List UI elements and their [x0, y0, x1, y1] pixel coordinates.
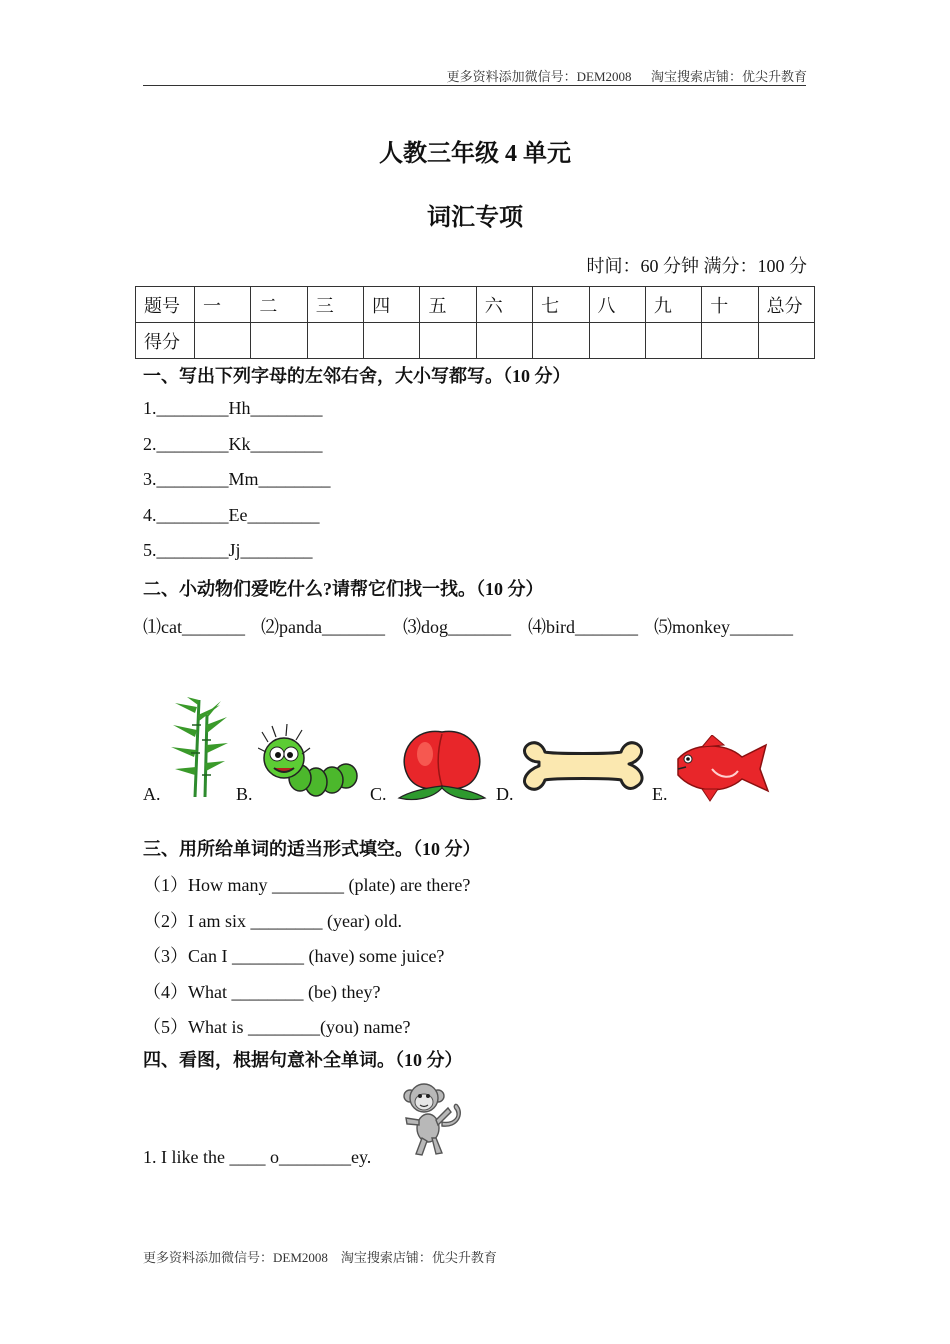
- section4-heading: 四、看图，根据句意补全单词。（10 分）: [143, 1050, 463, 1070]
- score-input-cell[interactable]: [589, 323, 645, 359]
- score-cell: 题号: [136, 287, 195, 323]
- section2-item: ⑷bird_______: [528, 617, 638, 637]
- section2-heading: 二、小动物们爱吃什么?请帮它们找一找。（10 分）: [143, 579, 544, 599]
- score-cell: 十: [702, 287, 758, 323]
- score-cell: 七: [533, 287, 589, 323]
- score-input-cell[interactable]: [195, 323, 251, 359]
- page-header: 更多资料添加微信号：DEM2008 淘宝搜索店铺：优尖升教育: [446, 69, 807, 84]
- bamboo-icon: [165, 695, 230, 800]
- score-cell: 八: [589, 287, 645, 323]
- score-input-cell[interactable]: [307, 323, 363, 359]
- peach-icon: [395, 722, 490, 802]
- section3-item: （2）I am six ________ (year) old.: [143, 911, 402, 931]
- section3-item: （5）What is ________(you) name?: [143, 1017, 411, 1037]
- page-footer: 更多资料添加微信号：DEM2008 淘宝搜索店铺：优尖升教育: [143, 1250, 497, 1265]
- score-cell: 四: [364, 287, 420, 323]
- option-label: C.: [370, 784, 387, 804]
- section2-item: ⑵panda_______: [261, 617, 385, 637]
- section2-item: ⑶dog_______: [403, 617, 511, 637]
- score-input-cell[interactable]: [645, 323, 701, 359]
- section1-item: 4.________Ee________: [143, 505, 320, 525]
- score-cell: 九: [645, 287, 701, 323]
- section1-item: 1.________Hh________: [143, 398, 323, 418]
- score-header-row: [136, 287, 815, 323]
- section3-item: （3）Can I ________ (have) some juice?: [143, 946, 445, 966]
- score-value-row: [136, 323, 815, 359]
- score-cell: 五: [420, 287, 476, 323]
- header-divider: [143, 85, 806, 86]
- option-label: A.: [143, 784, 161, 804]
- option-label: D.: [496, 784, 514, 804]
- score-input-cell[interactable]: [702, 323, 758, 359]
- score-input-cell[interactable]: [364, 323, 420, 359]
- score-input-cell[interactable]: [533, 323, 589, 359]
- score-input-cell[interactable]: [251, 323, 307, 359]
- monkey-icon: [398, 1078, 468, 1158]
- section1-item: 3.________Mm________: [143, 469, 331, 489]
- page-title: 人教三年级 4 单元: [379, 141, 571, 167]
- score-cell: 三: [307, 287, 363, 323]
- score-input-cell[interactable]: [476, 323, 532, 359]
- score-table: [135, 286, 815, 359]
- score-row-label: 得分: [136, 323, 195, 359]
- section2-item: ⑴cat_______: [143, 617, 245, 637]
- score-cell: 二: [251, 287, 307, 323]
- option-label: B.: [236, 784, 253, 804]
- fish-icon: [672, 735, 770, 805]
- section1-item: 5.________Jj________: [143, 540, 313, 560]
- section3-heading: 三、用所给单词的适当形式填空。（10 分）: [143, 839, 481, 859]
- section2-item: ⑸monkey_______: [654, 617, 793, 637]
- section1-heading: 一、写出下列字母的左邻右舍，大小写都写。（10 分）: [143, 366, 571, 386]
- score-input-cell[interactable]: [420, 323, 476, 359]
- section3-item: （1）How many ________ (plate) are there?: [143, 875, 471, 895]
- score-cell: 总分: [758, 287, 814, 323]
- score-cell: 六: [476, 287, 532, 323]
- page-subtitle: 词汇专项: [427, 205, 523, 231]
- time-info: 时间：60 分钟 满分：100 分: [586, 256, 807, 276]
- score-cell: 一: [195, 287, 251, 323]
- option-label: E.: [652, 784, 668, 804]
- bone-icon: [517, 740, 649, 800]
- section4-item: 1. I like the ____ o________ey.: [143, 1147, 372, 1167]
- section3-item: （4）What ________ (be) they?: [143, 982, 381, 1002]
- score-input-cell[interactable]: [758, 323, 814, 359]
- section1-item: 2.________Kk________: [143, 434, 323, 454]
- caterpillar-icon: [258, 722, 358, 802]
